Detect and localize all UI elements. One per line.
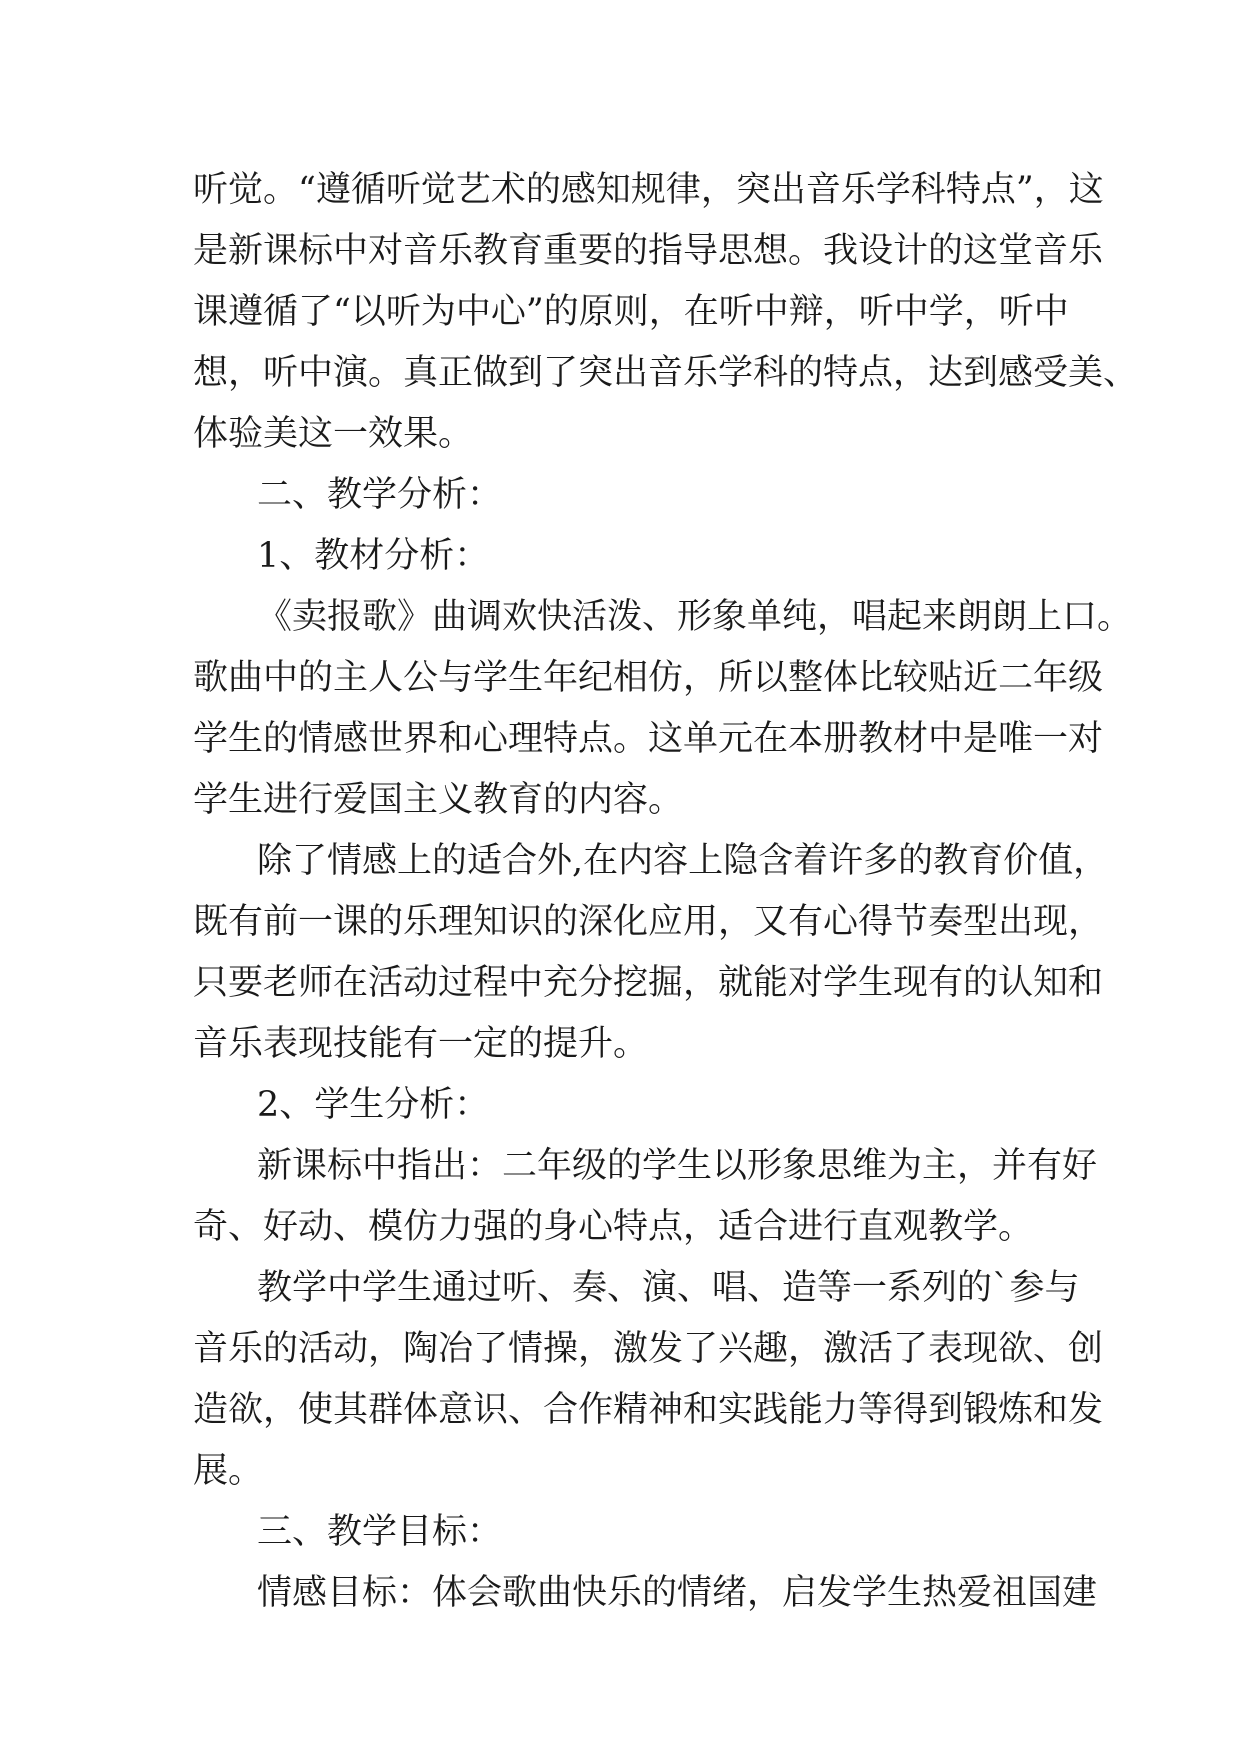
subsection-heading: 1、教材分析： bbox=[257, 536, 490, 576]
text-line: 歌曲中的主人公与学生年纪相仿，所以整体比较贴近二年级 bbox=[193, 658, 1104, 698]
text-line: 造欲，使其群体意识、合作精神和实践能力等得到锻炼和发 bbox=[193, 1390, 1104, 1430]
text-line: 想，听中演。真正做到了突出音乐学科的特点，达到感受美、 bbox=[193, 353, 1139, 393]
text-line: 学生的情感世界和心理特点。这单元在本册教材中是唯一对 bbox=[193, 719, 1104, 759]
section-heading: 三、教学目标： bbox=[257, 1512, 503, 1552]
text-line: 是新课标中对音乐教育重要的指导思想。我设计的这堂音乐 bbox=[193, 231, 1104, 271]
text-line: 教学中学生通过听、奏、演、唱、造等一系列的`参与 bbox=[257, 1268, 1080, 1308]
text-line: 音乐的活动，陶冶了情操，激发了兴趣，激活了表现欲、创 bbox=[193, 1329, 1104, 1369]
text-line: 只要老师在活动过程中充分挖掘，就能对学生现有的认知和 bbox=[193, 963, 1104, 1003]
text-line: 课遵循了“以听为中心”的原则，在听中辩，听中学，听中 bbox=[193, 292, 1069, 332]
subsection-heading: 2、学生分析： bbox=[257, 1085, 490, 1125]
text-line: 奇、好动、模仿力强的身心特点，适合进行直观教学。 bbox=[193, 1207, 1034, 1247]
text-line: 音乐表现技能有一定的提升。 bbox=[193, 1024, 649, 1064]
body-text bbox=[193, 160, 1139, 1624]
text-line: 既有前一课的乐理知识的深化应用，又有心得节奏型出现， bbox=[193, 902, 1104, 942]
text-line: 学生进行爱国主义教育的内容。 bbox=[193, 780, 684, 820]
text-line: 《卖报歌》曲调欢快活泼、形象单纯，唱起来朗朗上口。 bbox=[257, 597, 1133, 637]
text-line: 除了情感上的适合外,在内容上隐含着许多的教育价值， bbox=[257, 841, 1109, 881]
section-heading: 二、教学分析： bbox=[257, 475, 503, 515]
text-line: 展。 bbox=[193, 1451, 264, 1491]
text-line: 体验美这一效果。 bbox=[193, 414, 474, 454]
text-line: 情感目标：体会歌曲快乐的情绪，启发学生热爱祖国建 bbox=[257, 1573, 1098, 1613]
text-line: 新课标中指出：二年级的学生以形象思维为主，并有好 bbox=[257, 1146, 1098, 1186]
text-line: 听觉。“遵循听觉艺术的感知规律，突出音乐学科特点”，这 bbox=[193, 170, 1104, 210]
